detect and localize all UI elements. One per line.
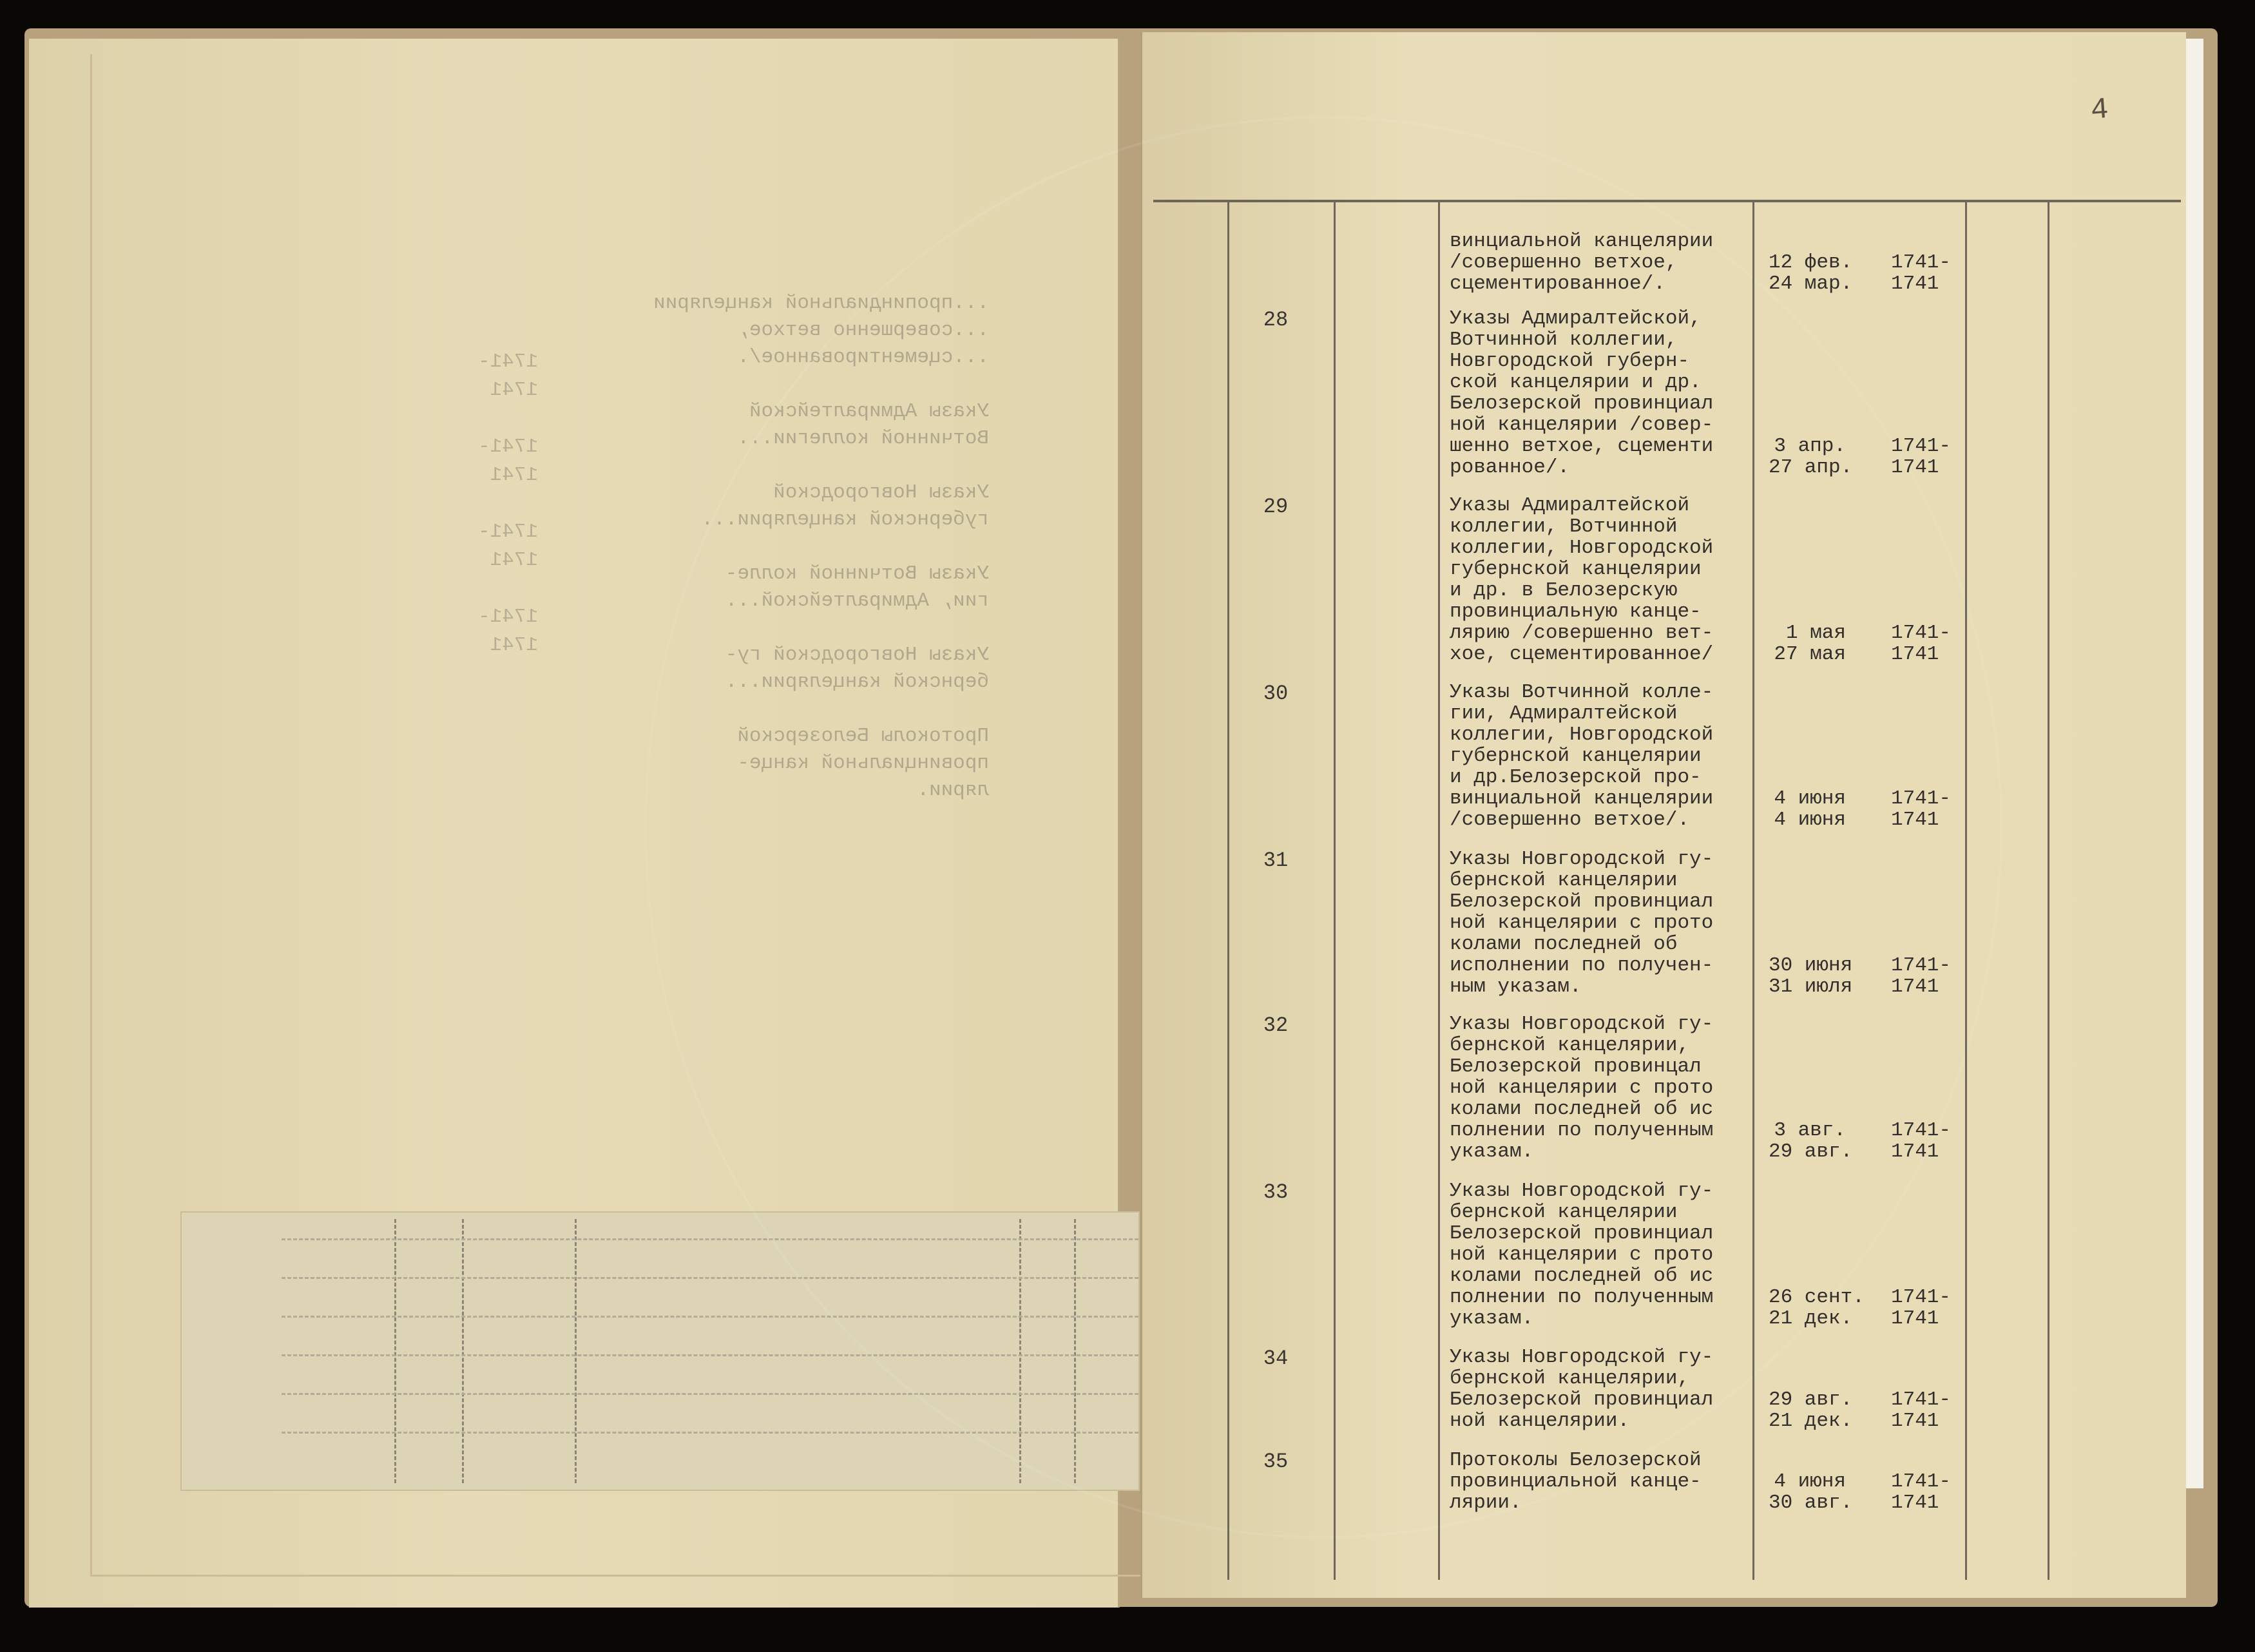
entry-number: 33	[1263, 1180, 1289, 1204]
show-through-dates: 1741- 1741 1741- 1741 1741- 1741 1741- 1741	[477, 351, 538, 657]
entry-number: 31	[1263, 849, 1289, 872]
entry-dates: 30 июня 31 июля	[1769, 954, 1853, 998]
table-column-rule	[1227, 201, 1229, 1580]
entry-years: 1741- 1741	[1891, 1388, 1952, 1432]
entry-number: 35	[1263, 1450, 1289, 1474]
entry-title: Указы Новгородской гу- бернской канцелярии Белозерской провинциал ной канцелярии с прото колами последней об исполнении по получен- ным указам.	[1450, 848, 1714, 998]
entry-years: 1741- 1741	[1891, 1286, 1952, 1330]
entry-number: 30	[1263, 682, 1289, 706]
slip-column-line	[394, 1219, 396, 1483]
entry-years: 1741- 1741	[1891, 954, 1952, 998]
page-number: 4	[2089, 93, 2110, 128]
slip-column-line	[575, 1219, 577, 1483]
table-header-rule	[1153, 200, 2181, 202]
entry-dates: 3 апр. 27 апр.	[1769, 435, 1853, 479]
entry-years: 1741- 1741	[1891, 787, 1952, 831]
show-through-text: ...пропиндиальной канцелярии ...совершенно ветхое, ...сцементированное/. Указы Адмиралтейской Вотчинной коллегии... Указы Новгородской губернской канцелярии... Указы Вотчинной колле- гии, Адмиралтейской... Указы Новгородской гу- бернской канцелярии... Протоколы Белозерской провинциальной канце- лярии.	[653, 292, 989, 802]
entry-title: Указы Вотчинной колле- гии, Адмиралтейской коллегии, Новгородской губернской канцелярии и др.Белозерской про- винциальной канцелярии /совершенно ветхое/.	[1450, 681, 1714, 831]
entry-dates: 29 авг. 21 дек.	[1769, 1388, 1853, 1432]
slip-column-line	[462, 1219, 464, 1483]
entry-title: Протоколы Белозерской провинциальной канце- лярии.	[1450, 1449, 1702, 1514]
entry-dates: 4 июня 4 июня	[1774, 787, 1846, 831]
entry-dates: 12 фев. 24 мар.	[1769, 251, 1853, 295]
entry-number: 29	[1263, 495, 1289, 519]
entry-number: 34	[1263, 1347, 1289, 1370]
entry-years: 1741- 1741	[1891, 622, 1952, 666]
table-column-rule	[1965, 201, 1967, 1580]
entry-number: 32	[1263, 1013, 1289, 1037]
entry-dates: 4 июня 30 авг.	[1769, 1470, 1853, 1514]
entry-title: Указы Новгородской гу- бернской канцелярии, Белозерской провинцал ной канцелярии с прото колами последней об ис полнении по полученным указам.	[1450, 1013, 1714, 1163]
table-column-rule	[1752, 201, 1754, 1580]
entry-number: 28	[1263, 308, 1289, 332]
table-column-rule	[1438, 201, 1440, 1580]
entry-dates: 3 авг. 29 авг.	[1769, 1119, 1853, 1163]
entry-title: Указы Адмиралтейской, Вотчинной коллегии, Новгородской губерн- ской канцелярии и др. Белозерской провинциал ной канцелярии /совер- шенно ветхое, сцементи рованное/.	[1450, 307, 1714, 479]
entry-title: винциальной канцелярии /совершенно ветхое, сцементированное/.	[1450, 230, 1714, 295]
entry-title: Указы Адмиралтейской коллегии, Вотчинной коллегии, Новгородской губернской канцелярии и др. в Белозерскую провинциальную канце- лярию /совершенно вет- хое, сцементированное/	[1450, 494, 1714, 666]
entry-dates: 1 мая 27 мая	[1774, 622, 1846, 666]
entry-dates: 26 сент. 21 дек.	[1769, 1286, 1865, 1330]
table-column-rule	[2048, 201, 2049, 1580]
entry-title: Указы Новгородской гу- бернской канцелярии Белозерской провинциал ной канцелярии с прото колами последней об ис полнении по полученным указам.	[1450, 1180, 1714, 1330]
entry-years: 1741- 1741	[1891, 251, 1952, 295]
table-column-rule	[1334, 201, 1336, 1580]
entry-years: 1741- 1741	[1891, 1470, 1952, 1514]
entry-title: Указы Новгородской гу- бернской канцелярии, Белозерской провинциал ной канцелярии.	[1450, 1346, 1714, 1432]
entry-years: 1741- 1741	[1891, 435, 1952, 479]
entry-years: 1741- 1741	[1891, 1119, 1952, 1163]
